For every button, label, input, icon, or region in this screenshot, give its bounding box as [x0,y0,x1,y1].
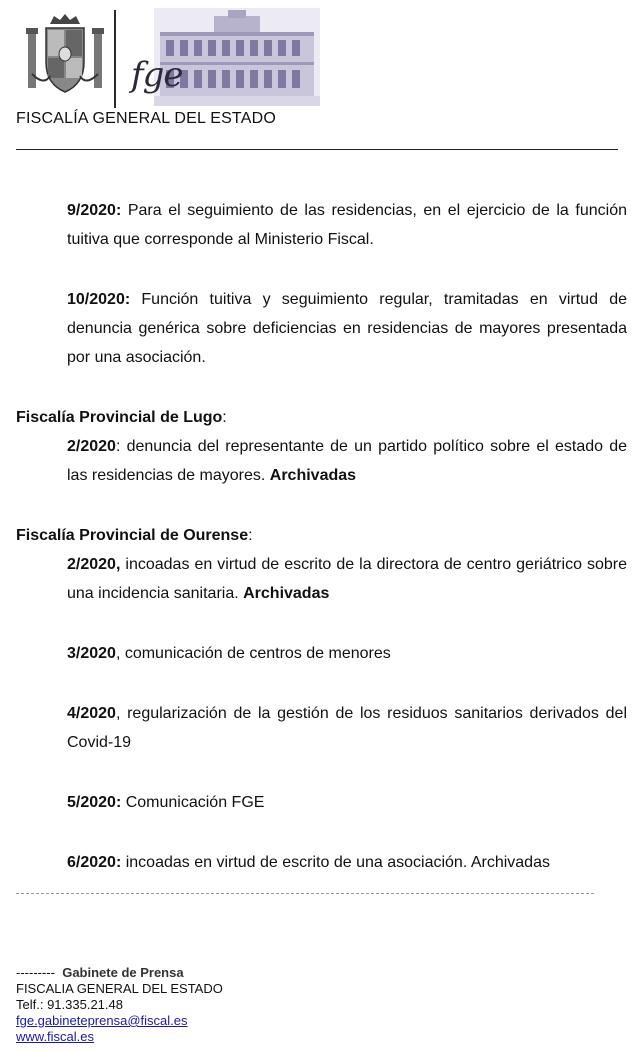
footer-separator [16,893,594,894]
entry-text: incoadas en virtud de escrito de una asociación. Archivadas [121,854,550,871]
coat-of-arms-icon [24,14,106,96]
fge-logo: fge [131,55,183,95]
entry-code: 5/2020: [67,794,122,811]
header-vertical-divider [114,10,116,108]
footer-organization: FISCALIA GENERAL DEL ESTADO [16,981,223,996]
entry-code: 4/2020 [67,705,116,722]
press-office-line [16,965,223,981]
entry-10-2020 [67,285,627,372]
press-footer [16,965,223,1045]
entry-ourense-3-2020 [67,639,627,668]
entry-text: incoadas en virtud de escrito de la directora de centro geriátrico sobre una incidencia sanitaria. [67,556,627,602]
document-body [16,196,627,877]
footer-email-link[interactable]: fge.gabineteprensa@fiscal.es [16,1013,188,1028]
section-title: Fiscalía Provincial de Ourense [16,527,249,544]
footer-phone: Telf.: 91.335.21.48 [16,997,123,1012]
entry-code: 3/2020 [67,645,116,662]
footer-website-link[interactable]: www.fiscal.es [16,1029,95,1044]
entry-ourense-5-2020 [67,788,627,817]
section-heading-ourense: Fiscalía Provincial de Ourense: [16,527,253,544]
entry-code: 6/2020: [67,854,122,871]
section-heading-lugo: Fiscalía Provincial de Lugo: [16,409,227,426]
entry-status: Archivadas [243,585,330,602]
section-title: Fiscalía Provincial de Lugo [16,409,223,426]
entry-code: 2/2020 [67,438,116,455]
entry-text: Comunicación FGE [121,794,265,811]
entry-text: , comunicación de centros de menores [115,645,391,662]
entry-ourense-6-2020 [67,848,627,877]
entry-ourense-4-2020 [67,699,627,757]
entry-text: , regularización de la gestión de los residuos sanitarios derivados del Covid-19 [67,705,627,751]
header-rule [16,149,618,150]
entry-code: 2/2020, [67,556,121,573]
entry-ourense-2-2020 [67,550,627,608]
entry-lugo-2-2020 [67,432,627,490]
entry-9-2020 [67,196,627,254]
entry-text: Función tuitiva y seguimiento regular, tramitadas en virtud de denuncia genérica sobre deficiencias en residencias de mayores presentada por una asociación. [67,291,627,366]
entry-code: 10/2020: [67,291,131,308]
entry-code: 9/2020: [67,202,122,219]
document-header [0,0,638,160]
entry-status: Archivadas [269,467,357,484]
entry-text: : denuncia del representante de un partido político sobre el estado de las residencias de mayores. [67,438,627,484]
organization-title: FISCALÍA GENERAL DEL ESTADO [16,110,276,127]
footer-dashes: --------- [16,965,55,980]
entry-text: Para el seguimiento de las residencias, en el ejercicio de la función tuitiva que corresponde al Ministerio Fiscal. [67,202,627,248]
press-office-label: Gabinete de Prensa [62,965,184,980]
